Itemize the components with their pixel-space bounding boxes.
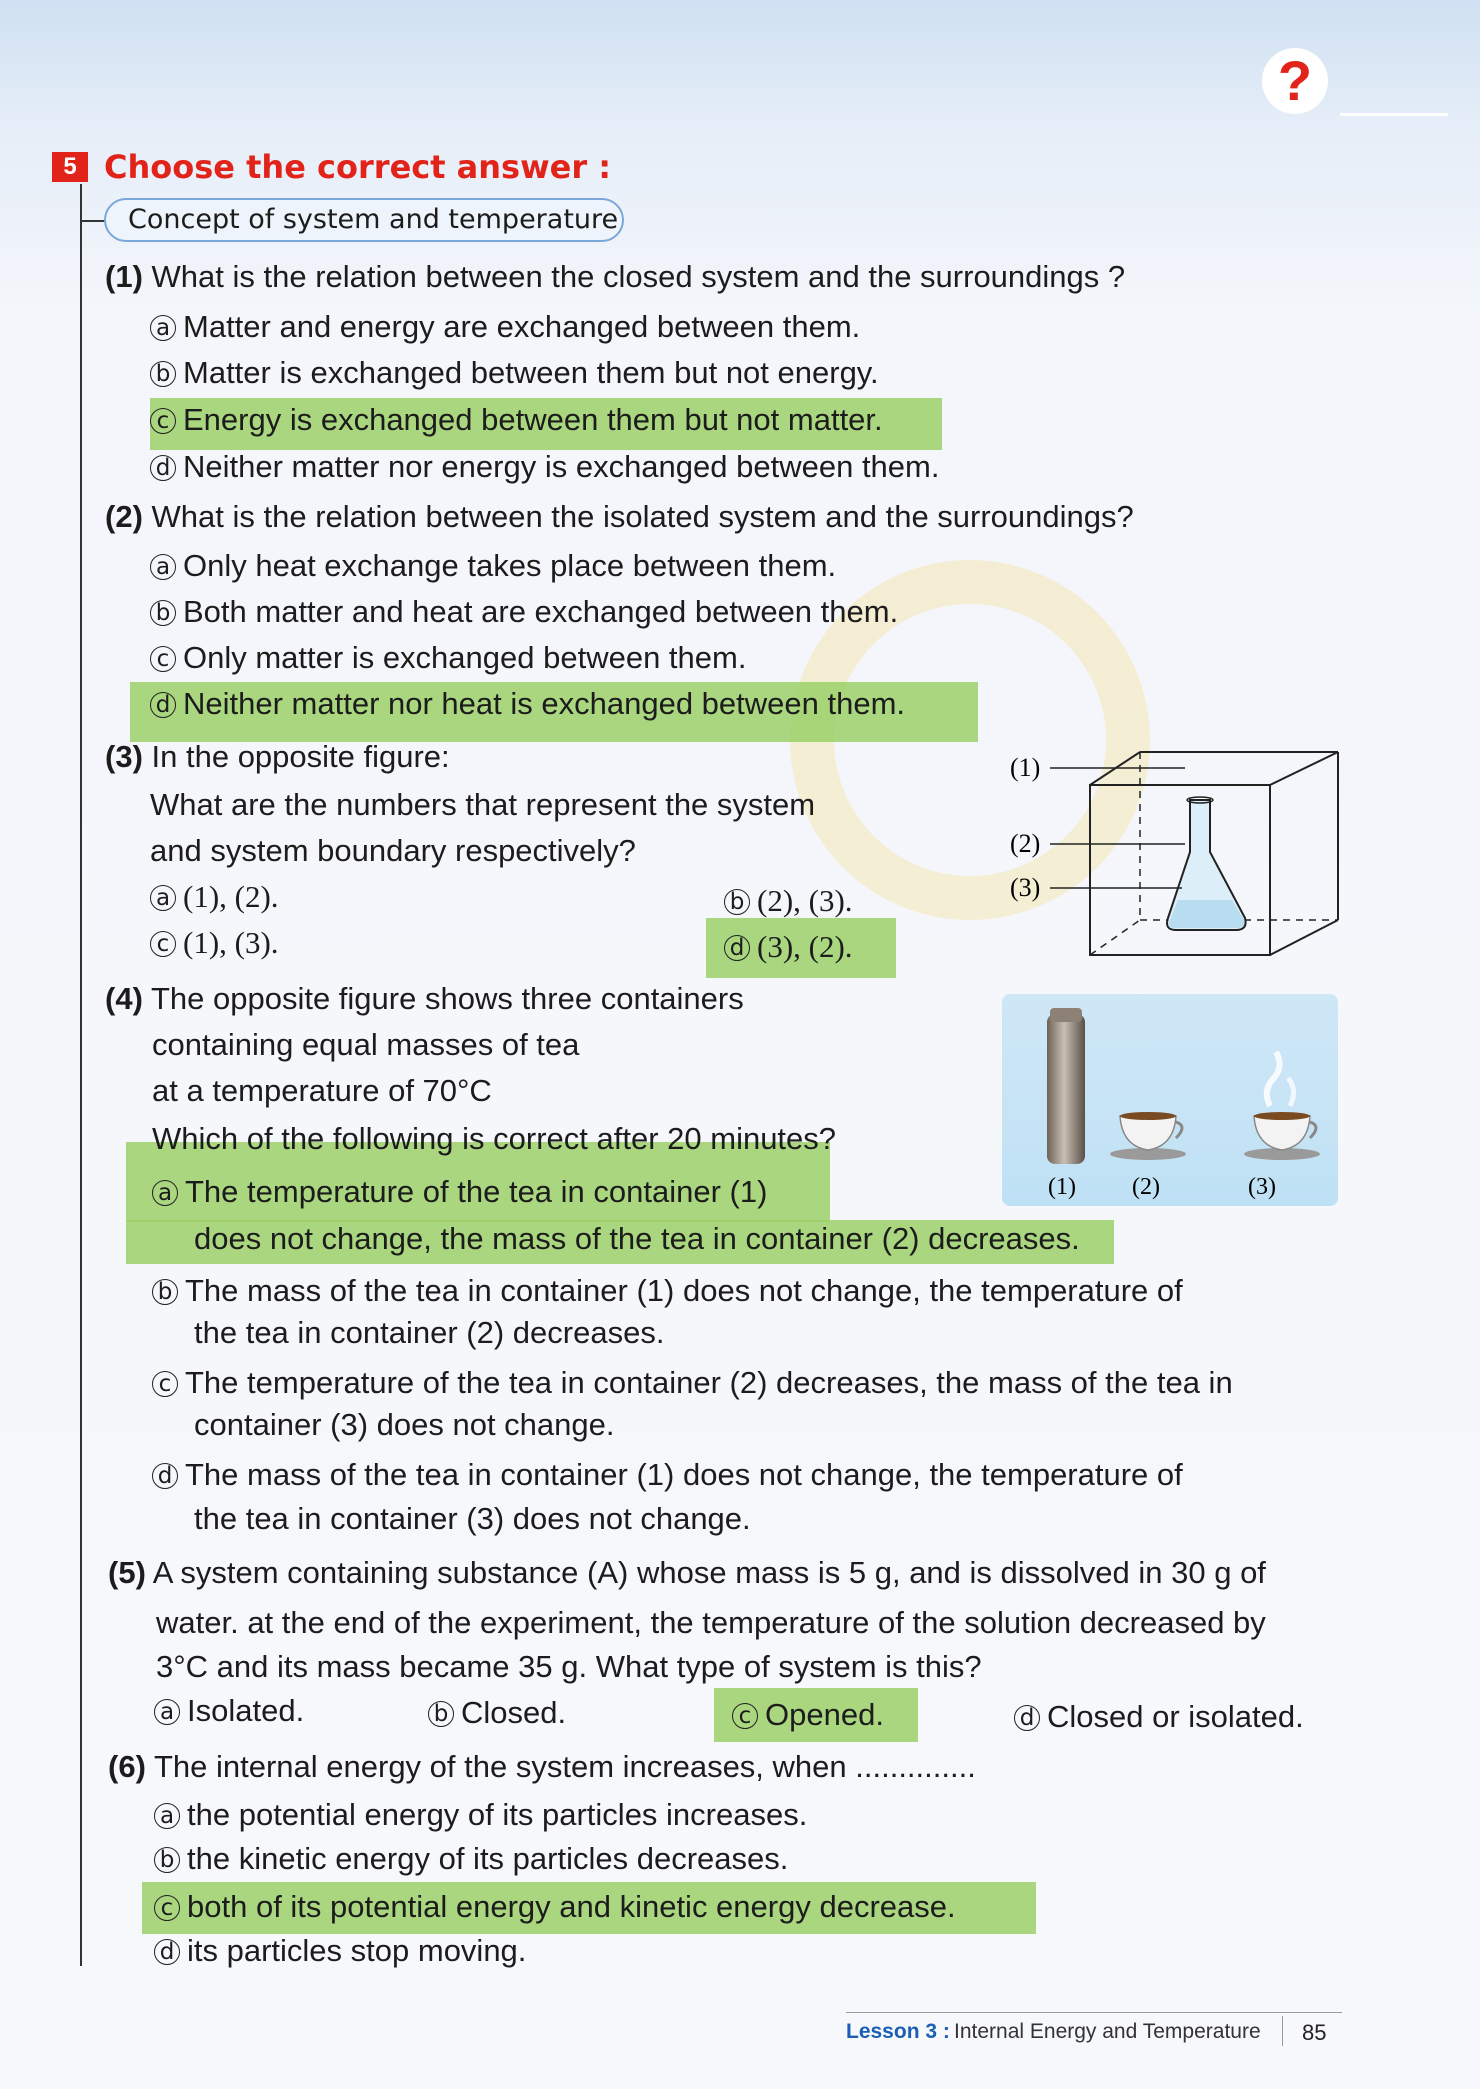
q4-option-c: c The temperature of the tea in container (2) decreases, the mass of the tea in (152, 1364, 1233, 1402)
footer-lesson: Lesson 3 : (846, 2020, 950, 2043)
thermos-icon (1047, 1014, 1085, 1164)
q4-option-a-line2: does not change, the mass of the tea in container (2) decreases. (194, 1221, 1080, 1256)
q4-option-d: d The mass of the tea in container (1) does not change, the temperature of (152, 1456, 1183, 1494)
page-number: 85 (1302, 2020, 1327, 2045)
header-line (1340, 113, 1448, 116)
q1-option-c: c Energy is exchanged between them but not matter. (150, 401, 883, 439)
fig2-label-3: (3) (1248, 1174, 1276, 1200)
q6-option-c: c both of its potential energy and kinetic energy decrease. (154, 1888, 956, 1926)
question-4-line3: at a temperature of 70°C (152, 1073, 492, 1108)
question-5: (5) A system containing substance (A) whose mass is 5 g, and is dissolved in 30 g of (108, 1555, 1266, 1590)
q3-option-b: b (2), (3). (724, 882, 853, 920)
question-3: (3) In the opposite figure: (105, 739, 450, 774)
q3-option-c: c (1), (3). (150, 924, 279, 962)
fig2-label-2: (2) (1132, 1174, 1160, 1200)
fig1-label-3: (3) (1010, 873, 1041, 902)
q2-option-c: c Only matter is exchanged between them. (150, 639, 746, 677)
q4-option-d-line2: the tea in container (3) does not change. (194, 1501, 751, 1536)
q2-option-a: a Only heat exchange takes place between them. (150, 547, 836, 585)
question-4-line2: containing equal masses of tea (152, 1027, 580, 1062)
section-number: 5 (52, 152, 88, 182)
q6-option-a: a the potential energy of its particles increases. (154, 1796, 807, 1834)
q5-option-b: b Closed. (428, 1694, 566, 1732)
question-mark-icon: ? (1262, 48, 1328, 114)
question-3-line2: What are the numbers that represent the system (150, 787, 816, 822)
footer-rule (846, 2012, 1342, 2013)
q2-option-b: b Both matter and heat are exchanged between them. (150, 593, 898, 631)
question-3-line1: In the opposite figure: (151, 739, 450, 774)
section-subtitle: Concept of system and temperature (104, 198, 624, 242)
question-6: (6) The internal energy of the system increases, when .............. (108, 1749, 976, 1784)
q4-option-b: b The mass of the tea in container (1) does not change, the temperature of (152, 1272, 1183, 1310)
q5-option-d: d Closed or isolated. (1014, 1698, 1304, 1736)
question-2: (2) What is the relation between the isolated system and the surroundings? (105, 499, 1134, 534)
fig2-label-1: (1) (1048, 1174, 1076, 1200)
q1-option-b: b Matter is exchanged between them but not energy. (150, 354, 879, 392)
question-1-text: What is the relation between the closed system and the surroundings ? (151, 259, 1126, 294)
footer-lesson-title: Internal Energy and Temperature (954, 2020, 1261, 2043)
question-4-line4: Which of the following is correct after 20 minutes? (152, 1121, 837, 1156)
q5-option-a: a Isolated. (154, 1692, 304, 1730)
q6-option-d: d its particles stop moving. (154, 1932, 526, 1970)
question-2-text: What is the relation between the isolated system and the surroundings? (151, 499, 1134, 534)
question-5-line2: water. at the end of the experiment, the temperature of the solution decreased by (156, 1605, 1266, 1640)
q5-option-c: c Opened. (732, 1696, 884, 1734)
tea-containers-figure (1002, 994, 1338, 1206)
q1-option-d: d Neither matter nor energy is exchanged between them. (150, 448, 939, 486)
footer-divider (1282, 2016, 1283, 2046)
fig1-label-2: (2) (1010, 829, 1041, 858)
q4-option-c-line2: container (3) does not change. (194, 1407, 615, 1442)
section-rule (80, 184, 82, 1966)
q3-option-d: d (3), (2). (724, 928, 853, 966)
q1-option-a: a Matter and energy are exchanged between them. (150, 308, 860, 346)
system-box-figure (1000, 740, 1350, 960)
q4-option-b-line2: the tea in container (2) decreases. (194, 1315, 665, 1350)
q3-option-a: a (1), (2). (150, 878, 279, 916)
question-3-line3: and system boundary respectively? (150, 833, 636, 868)
section-title: Choose the correct answer : (104, 148, 612, 186)
q6-option-b: b the kinetic energy of its particles decreases. (154, 1840, 788, 1878)
q2-option-d: d Neither matter nor heat is exchanged between them. (150, 685, 905, 723)
question-1: (1) What is the relation between the closed system and the surroundings ? (105, 259, 1126, 294)
subtitle-connector (80, 220, 106, 222)
q4-option-a: a The temperature of the tea in container (1) (152, 1173, 767, 1211)
fig1-label-1: (1) (1010, 753, 1041, 782)
question-6-text: The internal energy of the system increases, when .............. (153, 1749, 976, 1784)
question-5-line1: A system containing substance (A) whose mass is 5 g, and is dissolved in 30 g of (152, 1555, 1266, 1590)
question-4-line1: The opposite figure shows three containers (150, 981, 744, 1016)
question-4: (4) The opposite figure shows three containers (105, 981, 744, 1016)
question-5-line3: 3°C and its mass became 35 g. What type of system is this? (156, 1649, 982, 1684)
